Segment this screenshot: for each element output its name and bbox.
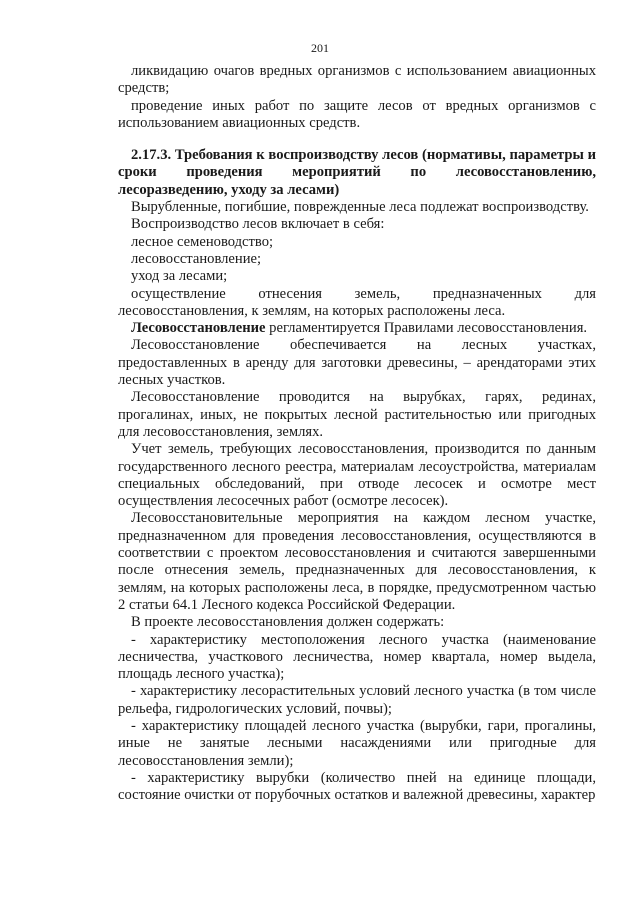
bold-term: Лесовосстановление bbox=[131, 320, 266, 337]
page-content bbox=[118, 63, 596, 804]
paragraph: проведение иных работ по защите лесов от вредных организмов с использованием авиационных средств. bbox=[118, 97, 596, 131]
paragraph: Лесовосстановление проводится на вырубках, гарях, рединах, прогалинах, иных, не покрытых лесной растительностью или пригодных для лесовосстановления, землях. bbox=[118, 389, 596, 440]
paragraph: ликвидацию очагов вредных организмов с использованием авиационных средств; bbox=[118, 63, 596, 97]
paragraph: Лесовосстановление обеспечивается на лесных участках, предоставленных в аренду для заготовки древесины, – арендаторами этих лесных участков. bbox=[118, 337, 596, 389]
paragraph: Вырубленные, погибшие, поврежденные леса подлежат воспроизводству. bbox=[131, 199, 589, 216]
list-item: осуществление отнесения земель, предназначенных для лесовосстановления, к землям, на которых расположены леса. bbox=[118, 285, 596, 319]
list-item: лесное семеноводство; bbox=[131, 233, 274, 250]
paragraph-text: регламентируется Правилами лесовосстановления. bbox=[265, 320, 588, 337]
paragraph: В проекте лесовосстановления должен содержать: bbox=[131, 614, 445, 631]
list-item: - характеристику вырубки (количество пней на единице площади, состояние очистки от порубочных остатков и валежной древесины, характер bbox=[118, 769, 596, 804]
paragraph bbox=[118, 320, 596, 337]
list-item: - характеристику площадей лесного участка (вырубки, гари, прогалины, иные не занятые лесными насаждениями или пригодные для лесовосстановления земли); bbox=[118, 717, 596, 769]
paragraph: Лесовосстановительные мероприятия на каждом лесном участке, предназначенном для проведения лесовосстановления, осуществляются в соответствии с проектом лесовосстановления и считаются завершенными после отнесения земель, предназначенных для лесовосстановления, к землям, на которых расположены леса, в порядке, предусмотренном частью 2 статьи 64.1 Лесного кодекса Российской Федерации. bbox=[118, 510, 596, 613]
list-item: лесовосстановление; bbox=[131, 250, 262, 267]
page-number: 201 bbox=[311, 41, 329, 55]
section-heading: 2.17.3. Требования к воспроизводству лесов (нормативы, параметры и сроки проведения мероприятий по лесовосстановлению, лесоразведению, уходу за лесами) bbox=[118, 147, 596, 198]
list-item: - характеристику лесорастительных условий лесного участка (в том числе рельефа, гидрологических условий, почвы); bbox=[118, 683, 596, 717]
paragraph: Воспроизводство лесов включает в себя: bbox=[131, 216, 385, 233]
list-item: - характеристику местоположения лесного участка (наименование лесничества, участкового лесничества, номер квартала, номер выдела, площадь лесного участка); bbox=[118, 631, 596, 683]
paragraph: Учет земель, требующих лесовосстановления, производится по данным государственного лесного реестра, материалам лесоустройства, материалам специальных обследований, при отводе лесосек и осмотре мест осуществления лесосечных работ (осмотре лесосек). bbox=[118, 441, 596, 510]
list-item: уход за лесами; bbox=[131, 268, 228, 285]
